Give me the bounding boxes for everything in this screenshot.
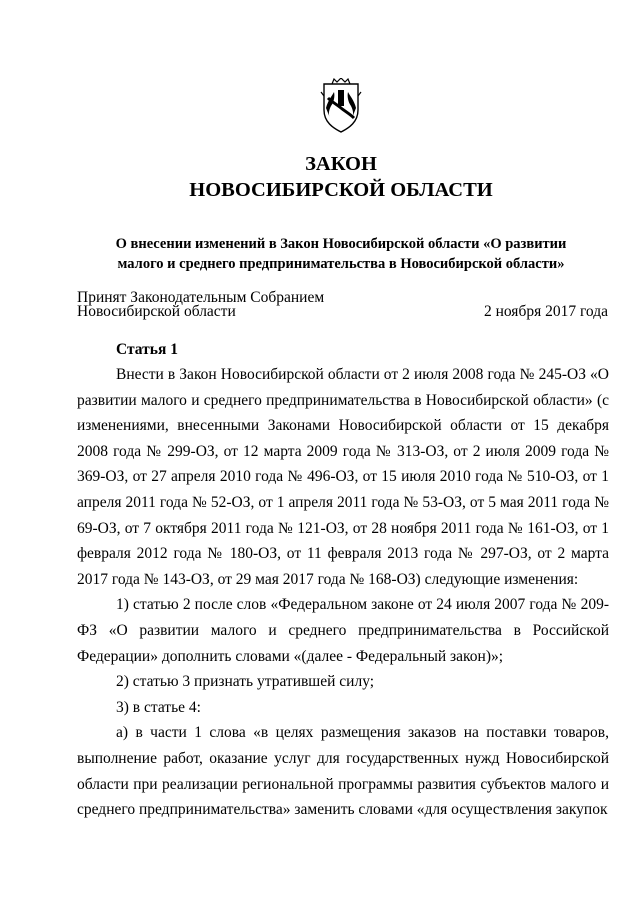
novosibirsk-coat-of-arms-icon bbox=[318, 78, 364, 134]
adopted-by-line-2: Новосибирской области bbox=[77, 303, 236, 320]
region-title: НОВОСИБИРСКОЙ ОБЛАСТИ bbox=[189, 179, 493, 201]
article-paragraph: Внести в Закон Новосибирской области от 2 июля 2008 года № 245-ОЗ «О развитии малого и среднего предпринимательства в Новосибирской области» (с изменениями, внесенными Законами Новосибирской области от 15 декабря 2008 года № 299-ОЗ, от 12 марта 2009 года № 313-ОЗ, от 2 июля 2009 года № 369-ОЗ, от 27 апреля 2010 года № 496-ОЗ, от 15 июля 2010 года № 510-ОЗ, от 1 апреля 2011 года № 52-ОЗ, от 1 апреля 2011 года № 53-ОЗ, от 5 мая 2011 года № 69-ОЗ, от 7 октября 2011 года № 121-ОЗ, от 28 ноября 2011 года № 161-ОЗ, от 1 февраля 2012 года № 180-ОЗ, от 11 февраля 2013 года № 297-ОЗ, от 2 марта 2017 года № 143-ОЗ, от 29 мая 2017 года № 168-ОЗ) следующие изменения: bbox=[77, 366, 609, 588]
law-subject-line-1: О внесении изменений в Закон Новосибирской области «О развитии bbox=[115, 236, 567, 252]
law-subject-line-2: малого и среднего предпринимательства в Новосибирской области» bbox=[117, 256, 565, 272]
document-type-title: ЗАКОН bbox=[305, 153, 377, 175]
article-heading: Статья 1 bbox=[116, 341, 178, 358]
article-paragraph: 2) статью 3 признать утратившей силу; bbox=[116, 673, 375, 691]
article-paragraph: 3) в статье 4: bbox=[116, 698, 201, 716]
adopted-by-line-1: Принят Законодательным Собранием bbox=[77, 289, 325, 306]
article-paragraph: а) в части 1 слова «в целях размещения заказов на поставки товаров, выполнение работ, оказание услуг для государственных нужд Новосибирской области при реализации региональной программы развития субъектов малого и среднего предпринимательства» заменить словами «для осуществления закупок bbox=[77, 724, 609, 819]
article-body bbox=[77, 362, 609, 823]
adoption-date: 2 ноября 2017 года bbox=[483, 303, 608, 320]
article-paragraph: 1) статью 2 после слов «Федеральном законе от 24 июля 2007 года № 209-ФЗ «О развитии малого и среднего предпринимательства в Российской Федерации» дополнить словами «(далее - Федеральный закон)»; bbox=[77, 596, 609, 665]
